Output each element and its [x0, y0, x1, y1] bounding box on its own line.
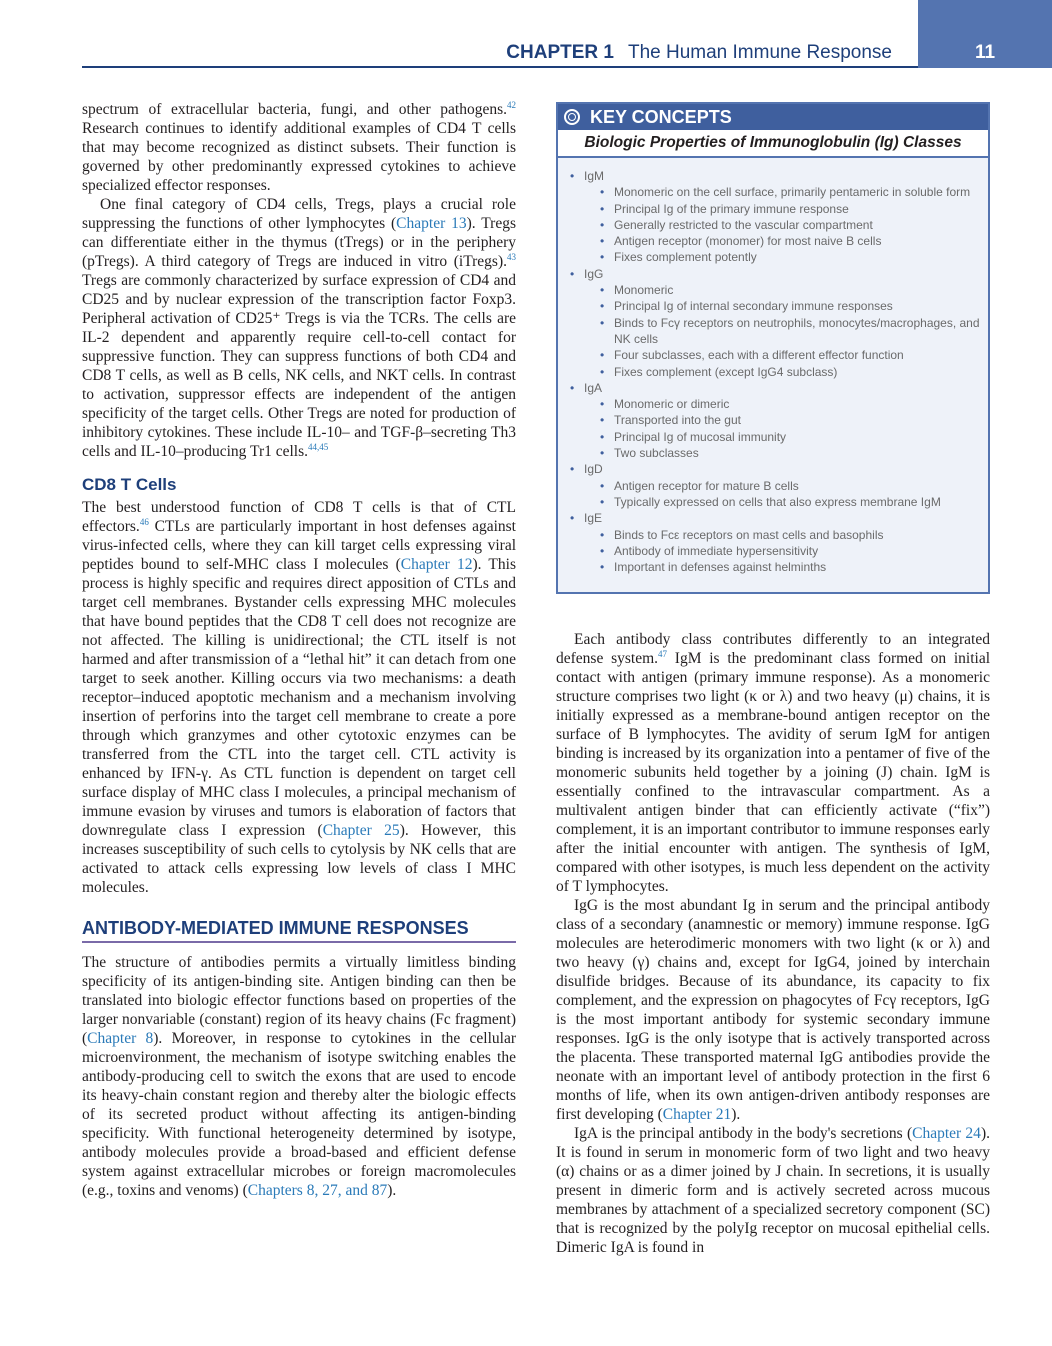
ig-class-name: IgG: [584, 266, 604, 281]
ig-class-name: IgD: [584, 462, 603, 477]
paragraph: IgG is the most abundant Ig in serum and the principal antibody class of a secondary (anamnestic or memory) immune response. IgG molecules are heterodimeric monomers with two light (κ or λ) and two heavy (γ) chains and, except for IgG4, joined by interchain disulfide bridges. Because of its abundance, its capacity to fix complement, and the expression on phagocytes of Fcγ receptors, IgG is the most important antibody for systemic secondary immune responses. IgG is the only isotype that is actively transported across the placenta. These transported maternal IgG antibodies provide the neonate with an important level of antibody protection in the first 6 months of life, when its own antigen-driven antibody responses are first developing (Chapter 21).: [556, 897, 990, 1123]
paragraph: One final category of CD4 cells, Tregs, plays a crucial role suppressing the functions of other lymphocytes (Chapter 13). Tregs can differentiate either in the thymus (tTregs) or in the periphery (pTregs). A third category of Tregs are induced in vitro (iTregs).$^{43}$ Tregs are commonly characterized by surface expression of CD4 and CD25 and by nuclear expression of the transcription factor Foxp3. Peripheral activation of CD25⁺ Tregs is via the TCRs. The cells are IL-2 dependent and apparently require cell-to-cell contact for suppressive function. They can suppress functions of both CD4 and CD8 T cells, as well as B cells, NK cells, and NKT cells. In contrast to activation, suppressor effects are independent of the antigen specificity of the target cells. Other Tregs are noted for production of inhibitory cytokines. These include IL-10– and TGF-β–secreting Th3 cells and IL-10–producing Tr1 cells.$^{44,45}$: [82, 196, 516, 460]
ig-property-item: • Binds to Fcγ receptors on neutrophils, monocytes/macrophages, and NK cells: [600, 315, 980, 348]
reference-superscript[interactable]: 46: [139, 516, 149, 527]
ig-property-item: • Monomeric or dimeric: [600, 396, 980, 412]
ig-property-item: • Principal Ig of the primary immune response: [600, 201, 980, 217]
ig-class-item: [570, 461, 980, 510]
ig-property-item: • Transported into the gut: [600, 412, 980, 428]
header-rule: [82, 66, 920, 68]
chapter-link[interactable]: Chapters 8, 27, and 87: [247, 1182, 388, 1199]
paragraph: IgA is the principal antibody in the body's secretions (Chapter 24). It is found in serum in monomeric form of two light and two heavy (α) chains or as a dimer joined by J chain. In secretions, it is usually present in dimeric form and is actively secreted across mucous membranes by attachment of a specialized secretory component (SC) that is recognized by the polyIg receptor on mucosal epithelial cells. Dimeric IgA is found in: [556, 1125, 990, 1256]
ig-property-item: • Important in defenses against helminths: [600, 559, 980, 575]
ig-class-item: [570, 168, 980, 266]
ig-class-name: IgM: [584, 169, 605, 183]
ig-property-item: • Two subclasses: [600, 445, 980, 461]
ig-property-item: • Four subclasses, each with a different effector function: [600, 347, 980, 363]
cd8-heading: CD8 T Cells: [82, 475, 177, 494]
reference-superscript[interactable]: 44,45: [308, 441, 329, 452]
ig-property-item: • Antigen receptor for mature B cells: [600, 478, 980, 494]
chapter-link[interactable]: Chapter 21: [662, 1106, 732, 1123]
chapter-label: CHAPTER 1: [506, 42, 614, 63]
key-concepts-subtitle: Biologic Properties of Immunoglobulin (Ig) Classes: [558, 130, 988, 158]
paragraph: The best understood function of CD8 T cells is that of CTL effectors.$^{46}$ CTLs are particularly important in host defenses against virus-infected cells, where they can kill target cells expressing viral peptides bound to self-MHC class I molecules (Chapter 12). This process is highly specific and requires direct apposition of CTLs and target cell membranes. Bystander cells expressing MHC molecules that have bound peptides that the CD8 T cell does not recognize are not affected. The killing is unidirectional; the CTL itself is not harmed and after transmission of a “lethal hit” it can detach from one target to seek another. Killing occurs via two mechanisms: a death receptor–induced apoptotic mechanism and a mechanism involving insertion of perforins into the target cell membrane to create a pore through which granzymes and other cytotoxic enzymes can be transferred from the CTL into the target cell. CTL activity is enhanced by IFN-γ. As CTL function is dependent on target cell surface display of MHC class I molecules, a principal mechanism of immune evasion by viruses and tumors is elaboration of factors that downregulate class I expression (Chapter 25). However, this increases susceptibility of such cells to cytolysis by NK cells that are activated to attack cells expressing low levels of class I MHC molecules.: [82, 499, 516, 896]
ig-property-item: • Antigen receptor (monomer) for most naive B cells: [600, 233, 980, 249]
chapter-link[interactable]: Chapter 8: [87, 1030, 154, 1047]
key-concepts-label: KEY CONCEPTS: [590, 106, 732, 127]
key-concepts-box: [556, 102, 990, 594]
reference-superscript[interactable]: 43: [507, 251, 516, 262]
ig-property-item: • Principal Ig of internal secondary immune responses: [600, 298, 980, 314]
ig-property-item: • Fixes complement potently: [600, 249, 980, 265]
chapter-link[interactable]: Chapter 25: [322, 822, 400, 839]
paragraph: Each antibody class contributes differently to an integrated defense system.$^{47}$ IgM is the predominant class formed on initial contact with antigen (primary immune response). As a monomeric structure comprises two light (κ or λ) and two heavy (μ) chains, it is initially expressed as a membrane-bound antigen receptor on the surface of B lymphocytes. The avidity of serum IgM for antigen binding is increased by its organization into a pentamer of five of the monomeric subunits held together by a joining (J) chain. IgM is essentially confined to the intravascular compartment. As a multivalent antigen binder that can efficiently activate (“fix”) complement, it is an important contributor to immune responses early after the initial encounter with antigen. The synthesis of IgM, compared with other isotypes, is much less dependent on the activity of T lymphocytes.: [556, 631, 991, 895]
chapter-link[interactable]: Chapter 13: [396, 215, 467, 232]
target-icon: [564, 109, 580, 125]
ig-class-list: [558, 158, 988, 575]
ig-property-item: • Fixes complement (except IgG4 subclass): [600, 364, 980, 380]
chapter-title: The Human Immune Response: [627, 42, 892, 63]
ig-property-item: • Principal Ig of mucosal immunity: [600, 429, 980, 445]
right-column: [556, 630, 990, 1257]
reference-superscript[interactable]: 42: [507, 99, 516, 110]
ig-property-item: • Generally restricted to the vascular compartment: [600, 217, 980, 233]
ig-class-item: [570, 510, 980, 575]
ig-class-item: [570, 266, 980, 380]
ig-class-name: IgE: [584, 511, 603, 526]
chapter-link[interactable]: Chapter 12: [400, 556, 473, 573]
ig-class-item: [570, 380, 980, 461]
paragraph: spectrum of extracellular bacteria, fungi, and other pathogens.$^{42}$ Research continues to identify additional examples of CD4 T cells that may become recognized as distinct subsets. Their function is governed by other predominantly expressed cytokines to achieve specialized effector responses.: [82, 99, 516, 194]
antibody-section-heading: ANTIBODY-MEDIATED IMMUNE RESPONSES: [82, 919, 516, 943]
running-header: [506, 42, 892, 64]
paragraph: The structure of antibodies permits a virtually limitless binding specificity of its antigen-binding site. Antigen binding can then be translated into biologic effector functions based on properties of the larger nonvariable (constant) region of its heavy chains (Fc fragment) (Chapter 8). Moreover, in response to cytokines in the cellular microenvironment, the mechanism of isotype switching enables the antibody-producing cell to switch the exons that are used to encode its heavy-chain constant region and thereby alter the biologic effects of its secreted product without affecting its antigen-binding specificity. With functional heterogeneity determined by isotype, antibody molecules provide a broad-based and efficient defense system against extracellular microbes or foreign macromolecules (e.g., toxins and venoms) (Chapters 8, 27, and 87).: [82, 954, 516, 1199]
ig-property-item: • Antibody of immediate hypersensitivity: [600, 543, 980, 559]
key-concepts-header: [558, 104, 988, 130]
ig-class-name: IgA: [584, 380, 603, 395]
ig-property-item: • Monomeric on the cell surface, primarily pentameric in soluble form: [600, 184, 980, 200]
page-number: 11: [974, 42, 996, 63]
left-column: [82, 100, 516, 1200]
ig-property-item: • Typically expressed on cells that also express membrane IgM: [600, 494, 980, 510]
chapter-link[interactable]: Chapter 24: [912, 1125, 981, 1142]
ig-property-item: • Binds to Fcε receptors on mast cells and basophils: [600, 527, 980, 543]
ig-property-item: • Monomeric: [600, 282, 980, 298]
page-number-tab: [918, 0, 1052, 68]
reference-superscript[interactable]: 47: [658, 648, 668, 659]
